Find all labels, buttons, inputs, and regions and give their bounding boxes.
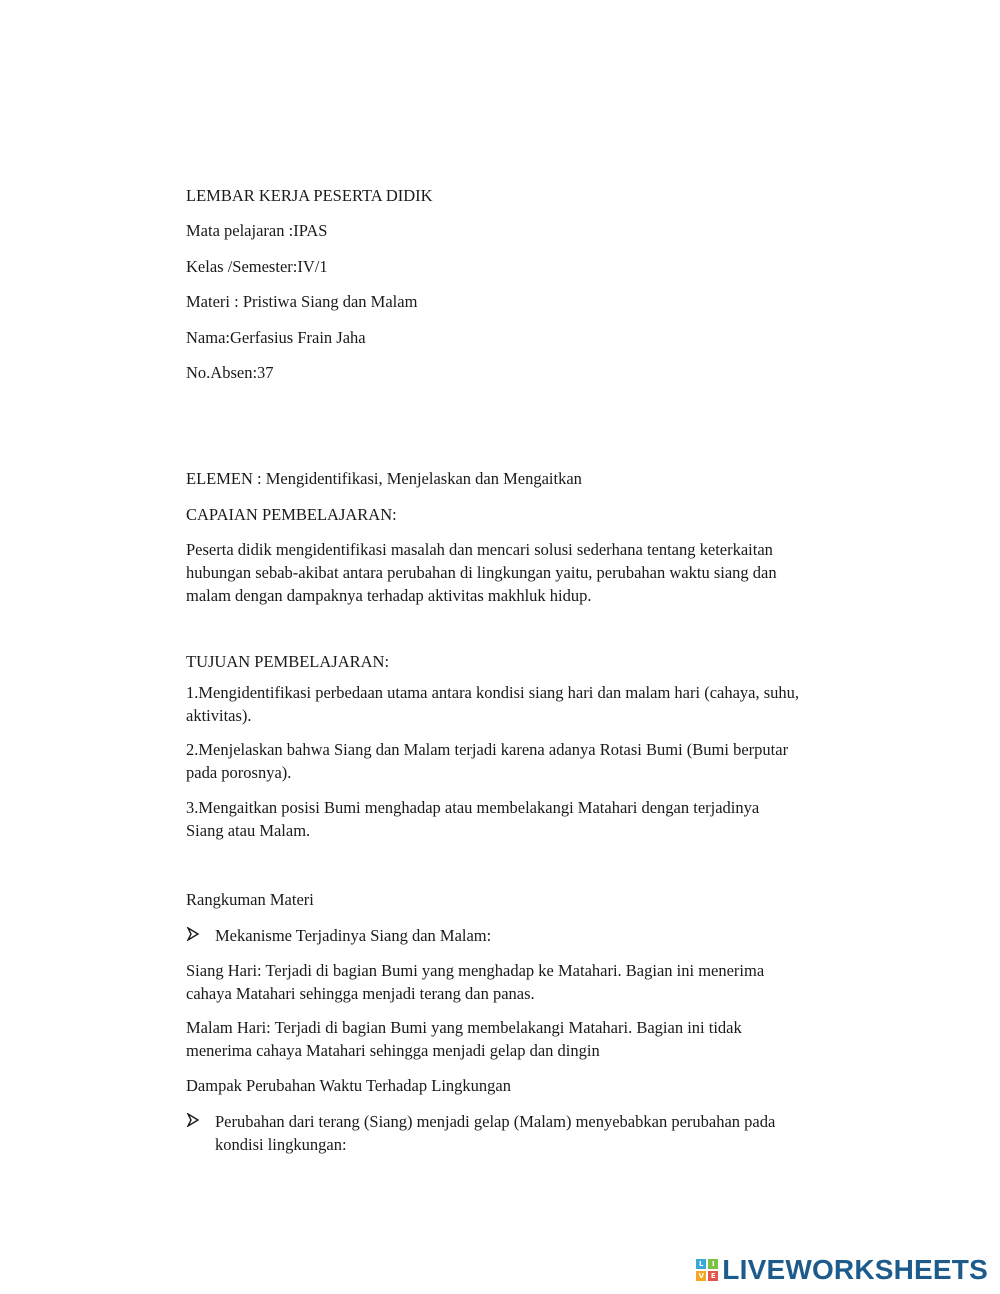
class-semester-line: Kelas /Semester:IV/1 <box>186 257 328 276</box>
tujuan-item-line: aktivitas). <box>186 706 252 725</box>
tujuan-item-line: 1.Mengidentifikasi perbedaan utama antara kondisi siang hari dan malam hari (cahaya, suhu, <box>186 683 800 702</box>
bullet-text-line: kondisi lingkungan: <box>215 1135 347 1154</box>
logo-text: LIVEWORKSHEETS <box>722 1254 988 1285</box>
tujuan-item-line: 3.Mengaitkan posisi Bumi menghadap atau membelakangi Matahari dengan terjadinya <box>186 798 760 817</box>
material-line: Materi : Pristiwa Siang dan Malam <box>186 292 418 311</box>
tujuan-heading: TUJUAN PEMBELAJARAN: <box>186 652 390 671</box>
logo-grid-icon <box>696 1259 718 1281</box>
capaian-text-line: hubungan sebab-akibat antara perubahan di lingkungan yaitu, perubahan waktu siang dan <box>186 563 777 582</box>
bullet-text: Mekanisme Terjadinya Siang dan Malam: <box>215 926 492 945</box>
tujuan-item-line: Siang atau Malam. <box>186 821 311 840</box>
logo-letter: I <box>708 1259 718 1269</box>
list-item <box>186 924 866 947</box>
list-item <box>186 1110 866 1156</box>
logo-letter: L <box>696 1259 706 1269</box>
student-name-line: Nama:Gerfasius Frain Jaha <box>186 328 366 347</box>
liveworksheets-logo[interactable] <box>696 1253 988 1287</box>
tujuan-item-line: pada porosnya). <box>186 763 292 782</box>
malam-text-line: menerima cahaya Matahari sehingga menjadi gelap dan dingin <box>186 1041 600 1060</box>
tujuan-item-line: 2.Menjelaskan bahwa Siang dan Malam terjadi karena adanya Rotasi Bumi (Bumi berputar <box>186 740 789 759</box>
logo-letter: V <box>696 1271 706 1281</box>
arrow-bullet-icon <box>186 1110 204 1133</box>
worksheet-title: LEMBAR KERJA PESERTA DIDIK <box>186 186 433 205</box>
absen-number-line: No.Absen:37 <box>186 363 274 382</box>
malam-text-line: Malam Hari: Terjadi di bagian Bumi yang membelakangi Matahari. Bagian ini tidak <box>186 1018 742 1037</box>
siang-text-line: Siang Hari: Terjadi di bagian Bumi yang menghadap ke Matahari. Bagian ini menerima <box>186 961 765 980</box>
capaian-text-line: malam dengan dampaknya terhadap aktivitas makhluk hidup. <box>186 586 592 605</box>
capaian-text-line: Peserta didik mengidentifikasi masalah dan mencari solusi sederhana tentang keterkaitan <box>186 540 773 559</box>
bullet-text-line: Perubahan dari terang (Siang) menjadi gelap (Malam) menyebabkan perubahan pada <box>215 1112 776 1131</box>
subject-line: Mata pelajaran :IPAS <box>186 221 328 240</box>
elemen-line: ELEMEN : Mengidentifikasi, Menjelaskan dan Mengaitkan <box>186 469 582 488</box>
arrow-bullet-icon <box>186 924 204 947</box>
logo-letter: E <box>708 1271 718 1281</box>
siang-text-line: cahaya Matahari sehingga menjadi terang dan panas. <box>186 984 535 1003</box>
dampak-heading: Dampak Perubahan Waktu Terhadap Lingkungan <box>186 1076 511 1095</box>
capaian-heading: CAPAIAN PEMBELAJARAN: <box>186 505 397 524</box>
rangkuman-heading: Rangkuman Materi <box>186 890 314 909</box>
